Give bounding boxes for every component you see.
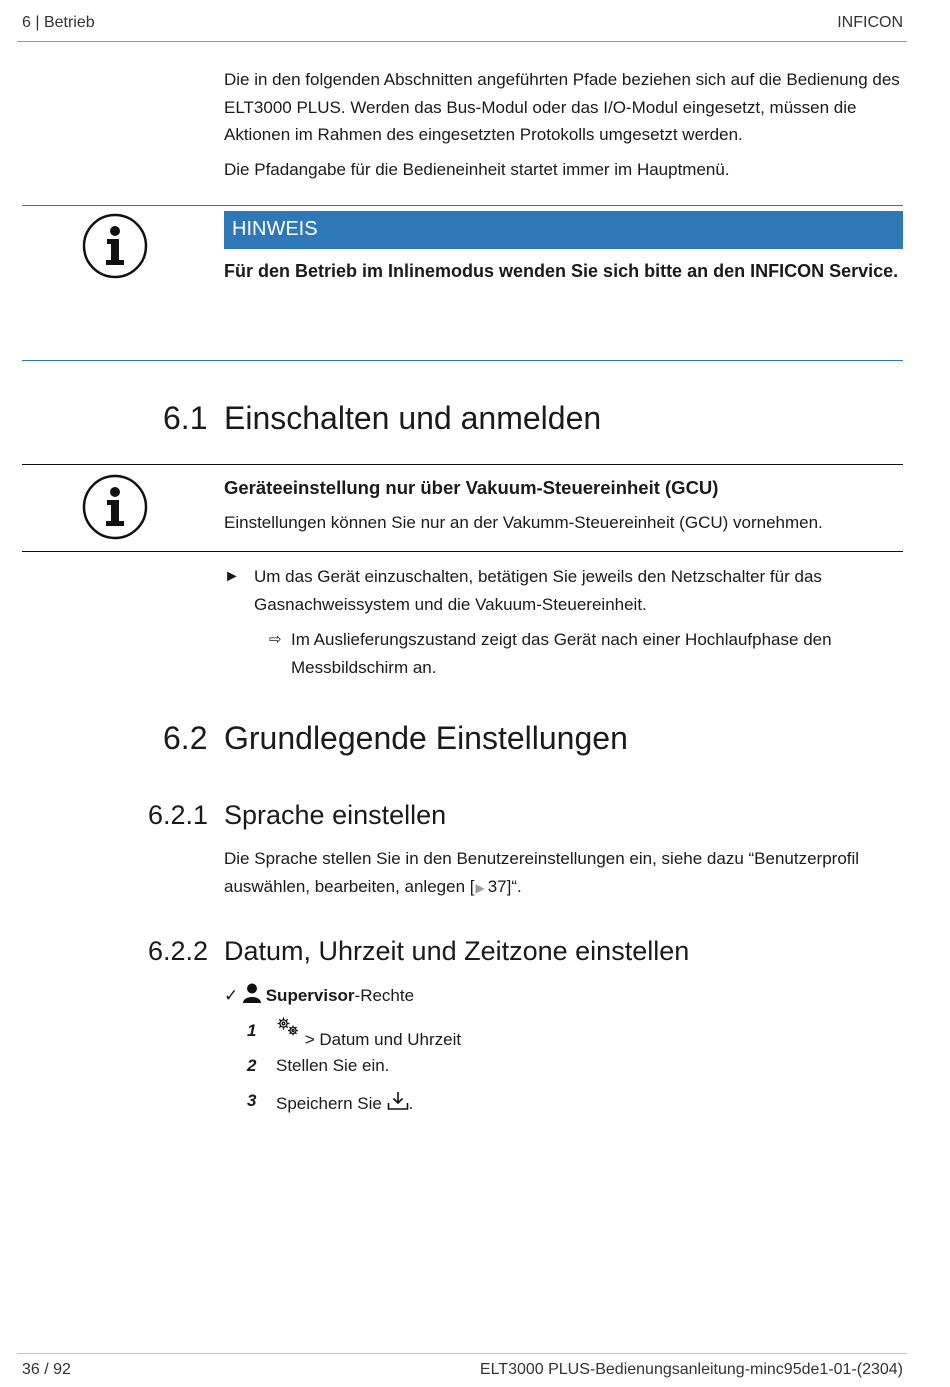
section-6-2-1-number: 6.2.1 (148, 800, 209, 830)
language-paragraph (224, 845, 896, 902)
document-id: ELT3000 PLUS-Bedienungsanleitung-minc95de1-01-(2304) (479, 1361, 903, 1378)
header-rule (17, 41, 907, 42)
info-box-bottom-rule (22, 551, 903, 552)
info-box-title: Geräteeinstellung nur über Vakuum-Steuereinheit (GCU) (224, 477, 719, 498)
section-6-2-2-title: Datum, Uhrzeit und Zeitzone einstellen (224, 936, 690, 966)
header-brand: INFICON (837, 14, 903, 31)
role-name: Supervisor (265, 986, 355, 1005)
page-ref-link[interactable]: 37 (487, 876, 507, 896)
step-1-number: 1 (247, 1021, 257, 1040)
step-3-number: 3 (247, 1091, 257, 1110)
step-2-number: 2 (247, 1056, 257, 1075)
action-marker: ► (224, 568, 240, 585)
intro-paragraph-1: Die in den folgenden Abschnitten angeführten Pfade beziehen sich auf die Bedienung des ELT3000 PLUS. Werden das Bus-Modul oder das I/O-Modul eingesetzt, müssen die Aktionen im Rahmen des eingesetzten Protokolls umgesetzt werden. (224, 70, 900, 144)
language-text: Die Sprache stellen Sie in den Benutzereinstellungen ein, siehe dazu “Benutzerprofil auswählen, bearbeiten, anlegen [ (224, 849, 860, 896)
section-6-2-title: Grundlegende Einstellungen (224, 720, 628, 756)
info-box-text: Einstellungen können Sie nur an der Vakumm-Steuereinheit (GCU) vornehmen. (224, 513, 823, 532)
info-icon (82, 213, 148, 279)
language-text-end: ]“. (506, 876, 522, 896)
step-1 (276, 1016, 462, 1049)
step-1-text: > Datum und Uhrzeit (304, 1030, 462, 1049)
step-2-text: Stellen Sie ein. (276, 1056, 390, 1075)
prerequisite (224, 983, 414, 1006)
save-download-icon (387, 1091, 409, 1111)
check-icon: ✓ (224, 986, 239, 1005)
result-marker: ⇨ (269, 631, 282, 648)
page-number: 36 / 92 (22, 1361, 71, 1378)
notice-title: HINWEIS (232, 218, 318, 240)
gear-icon (276, 1016, 300, 1038)
header-chapter: 6 | Betrieb (22, 14, 95, 31)
notice-top-rule (22, 205, 903, 206)
info-box-top-rule (22, 464, 903, 465)
step-3-text: Speichern Sie (276, 1094, 382, 1113)
step-3 (276, 1091, 413, 1114)
result-text: Im Auslieferungszustand zeigt das Gerät nach einer Hochlaufphase den Messbildschirm an. (291, 630, 832, 677)
user-icon (243, 983, 261, 1003)
step-3-suffix: . (408, 1094, 414, 1113)
intro-paragraph-2: Die Pfadangabe für die Bedieneinheit startet immer im Hauptmenü. (224, 160, 730, 179)
section-6-2-2-number: 6.2.2 (148, 936, 209, 966)
section-6-1-title: Einschalten und anmelden (224, 400, 602, 436)
notice-bottom-rule (22, 360, 903, 361)
footer-rule (17, 1353, 907, 1354)
notice-text: Für den Betrieb im Inlinemodus wenden Sie sich bitte an den INFICON Service. (224, 261, 899, 281)
info-icon (82, 474, 148, 540)
notice-title-bar (224, 211, 903, 249)
section-6-2-1-title: Sprache einstellen (224, 800, 447, 830)
page-ref-arrow-icon[interactable]: ▶ (475, 880, 485, 895)
role-suffix: -Rechte (354, 986, 415, 1005)
section-6-1-number: 6.1 (163, 400, 208, 436)
action-text: Um das Gerät einzuschalten, betätigen Sie jeweils den Netzschalter für das Gasnachweissystem und die Vakuum-Steuereinheit. (254, 567, 822, 614)
section-6-2-number: 6.2 (163, 720, 208, 756)
